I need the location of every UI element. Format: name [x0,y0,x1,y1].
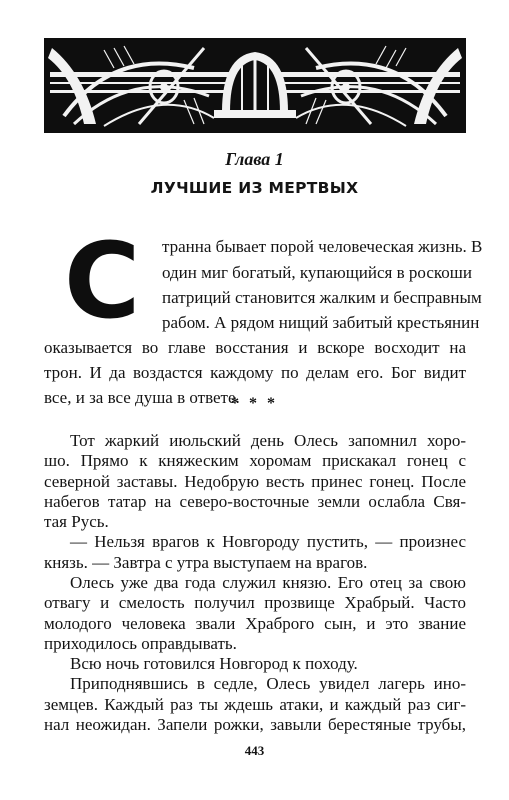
text-line: Тот жаркий июльский день Олесь запомнил хоро- [70,431,466,450]
section-separator: * * * [231,395,278,412]
text-line: нал неожидан. Запели рожки, завыли берестяные трубы, [44,715,466,734]
text-line: все, и за все душа в ответе. [44,388,240,407]
text-line: тая Русь. [44,512,109,532]
text-line: северной заставы. Недобрую весть принес гонец. После [44,471,466,491]
chapter-number: Глава 1 [225,149,284,169]
text-line: князь. — Завтра с утра выступаем на врагов. [44,552,368,572]
text-line: Всю ночь готовился Новгород к походу. [70,654,358,674]
chapter-title: ЛУЧШИЕ ИЗ МЕРТВЫХ [150,179,359,197]
text-line: — Нельзя врагов к Новгороду пустить, — произнес [70,532,466,552]
chapter-ornament-banner [44,38,466,133]
text-line: патриций становится жалким и бесправным [162,288,482,307]
text-line: оказывается во главе восстания и вскоре восходит на [44,338,466,357]
text-line: трон. И да воздастся каждому по делам его. Бог видит [44,363,466,382]
text-line: набегов татар на северо-восточные земли ослабла Свя- [44,491,466,511]
text-line: один миг богатый, купающийся в роскоши [162,263,472,282]
ornament-illustration [44,38,466,133]
text-line: рабом. А рядом нищий забитый крестьянин [162,313,480,332]
page-number: 443 [244,743,265,758]
text-line: молодого человека звали Храброго сын, и это звание [44,613,466,633]
text-line: земцев. Каждый раз ты ждешь атаки, и каждый раз сиг- [44,694,466,714]
text-line: отвагу и смелость получил прозвище Храбрый. Часто [44,593,466,613]
text-line: шо. Прямо к княжеским хоромам прискакал гонец с [44,451,466,471]
text-line: Приподнявшись в седле, Олесь увидел лагерь ино- [70,674,466,694]
text-line: транна бывает порой человеческая жизнь. В [162,237,483,256]
text-line: Олесь уже два года служил князю. Его отец за свою [70,573,466,592]
drop-cap-letter: С [64,220,141,342]
text-line: приходилось оправдывать. [44,633,237,653]
